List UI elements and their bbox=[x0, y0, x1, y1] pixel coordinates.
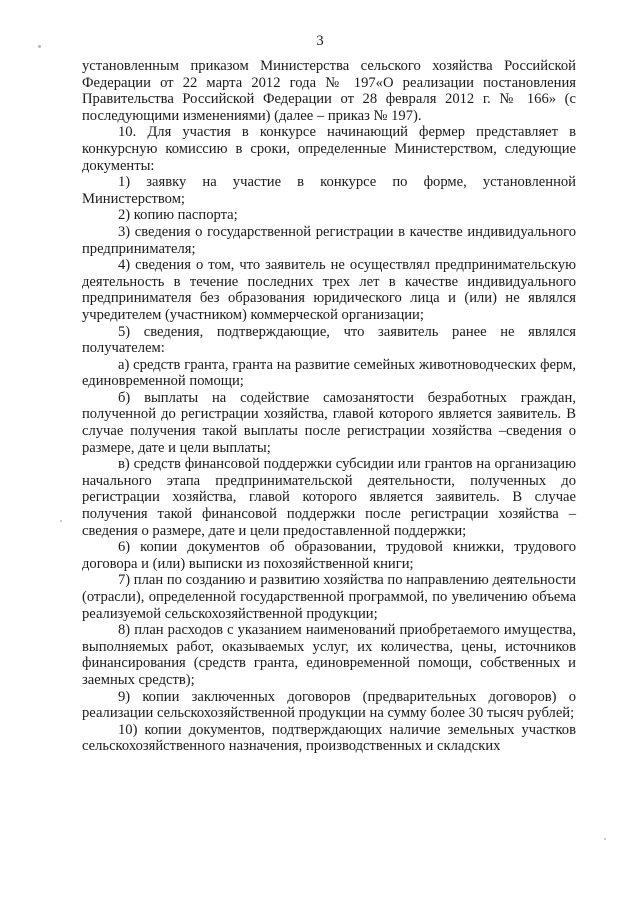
sub-item-v-financial-support: в) средств финансовой поддержки субсидии или грантов на организацию начального этапа предпринимательской деятельности, полученных до регистрации хозяйства, главой которого является заявитель. В случае получения такой финансовой поддержки после регистрации хозяйства – сведения о размере, дате и цели предоставленной поддержки; bbox=[82, 456, 576, 539]
list-item-8-expense-plan: 8) план расходов с указанием наименований приобретаемого имущества, выполняемых работ, оказываемых услуг, их количества, цены, источников финансирования (средств гранта, единовременной помощи, собственных и заемных средств); bbox=[82, 622, 576, 688]
list-item-2-passport: 2) копию паспорта; bbox=[118, 207, 238, 224]
sub-item-a-grant: а) средств гранта, гранта на развитие семейных животноводческих ферм, единовременной помощи; bbox=[82, 356, 576, 390]
sub-item-b-self-employment: б) выплаты на содействие самозанятости безработных граждан, полученной до регистрации хозяйства, главой которого является заявитель. В случае получения такой выплаты после регистрации хозяйства –сведения о размере, дате и цели выплаты; bbox=[82, 389, 576, 456]
scan-speck bbox=[604, 838, 606, 840]
list-item-5-not-recipient: 5) сведения, подтверждающие, что заявитель ранее не являлся получателем: bbox=[82, 323, 576, 357]
list-item-1-application: 1) заявку на участие в конкурсе по форме, установленной Министерством; bbox=[82, 174, 576, 207]
page-number: 3 bbox=[316, 33, 324, 49]
paragraph-order-reference: установленным приказом Министерства сельского хозяйства Российской Федерации от 22 марта 2012 года № 197«О реализации постановления Правительства Российской Федерации от 28 февраля 2012 г. № 166» (с последующими изменениями) (далее – приказ № 197). bbox=[82, 58, 576, 124]
list-item-9-contracts: 9) копии заключенных договоров (предварительных договоров) о реализации сельскохозяйственной продукции на сумму более 30 тысяч рублей; bbox=[82, 688, 576, 722]
list-item-7-development-plan: 7) план по созданию и развитию хозяйства по направлению деятельности (отрасли), определенной государственной программой, по увеличению объема реализуемой сельскохозяйственной продукции; bbox=[82, 572, 576, 622]
list-item-3-registration: 3) сведения о государственной регистрации в качестве индивидуального предпринимателя; bbox=[82, 223, 576, 257]
list-item-4-no-business: 4) сведения о том, что заявитель не осуществлял предпринимательскую деятельность в течение последних трех лет в качестве индивидуального предпринимателя без образования юридического лица и (или) не являлся учредителем (участником) коммерческой организации; bbox=[82, 257, 576, 323]
list-item-6-education-docs: 6) копии документов об образовании, трудовой книжки, трудового договора и (или) выписки из похозяйственной книги; bbox=[82, 539, 576, 572]
scan-speck bbox=[60, 520, 62, 522]
paragraph-item-10: 10. Для участия в конкурсе начинающий фермер представляет в конкурсную комиссию в сроки, определенные Министерством, следующие документы: bbox=[82, 124, 576, 174]
document-body bbox=[82, 58, 576, 755]
list-item-10-land-docs: 10) копии документов, подтверждающих наличие земельных участков сельскохозяйственного назначения, производственных и складских bbox=[82, 721, 576, 755]
scan-speck bbox=[38, 45, 41, 48]
